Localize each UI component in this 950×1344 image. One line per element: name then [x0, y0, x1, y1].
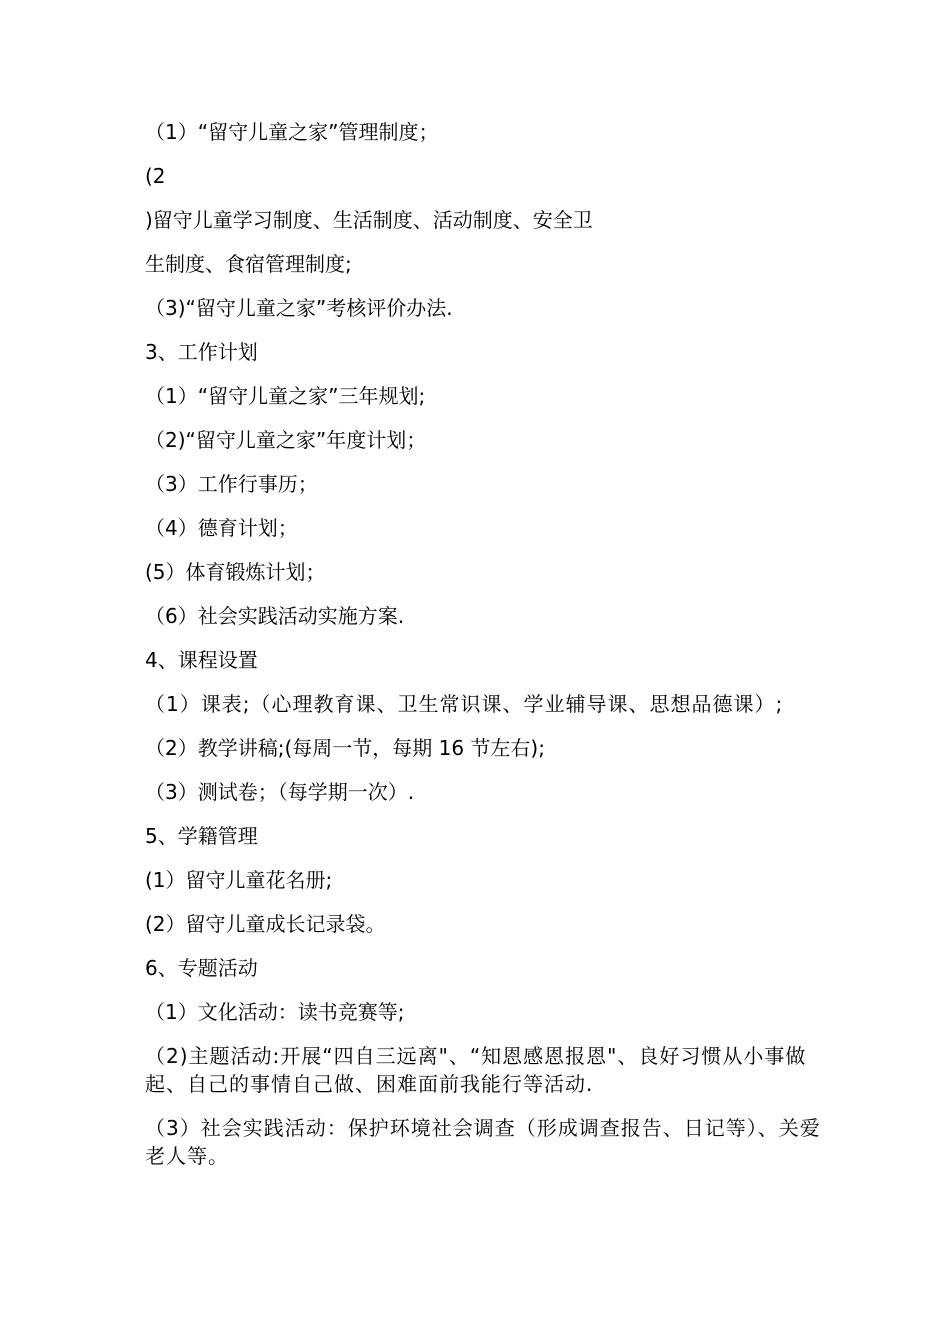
- paragraph-line: 生制度、食宿管理制度;: [145, 252, 352, 276]
- paragraph-line: （4）德育计划；: [145, 516, 298, 540]
- paragraph-line: （3）工作行事历；: [145, 472, 318, 496]
- section-heading: 6、专题活动: [145, 956, 258, 980]
- paragraph-line: （1）课表;（心理教育课、卫生常识课、学业辅导课、思想品德课）;: [145, 692, 784, 716]
- paragraph-line: (5）体育锻炼计划；: [145, 560, 326, 584]
- paragraph-line: (1）留守儿童花名册;: [145, 868, 333, 892]
- paragraph-line: （3）社会实践活动：保护环境社会调查（形成调查报告、日记等）、关爱老人等。: [145, 1116, 821, 1168]
- paragraph-line: （3)“留守儿童之家”考核评价办法.: [145, 296, 453, 320]
- section-heading: 4、课程设置: [145, 648, 258, 672]
- paragraph-line: （2）教学讲稿;(每周一节，每期 16 节左右);: [145, 736, 545, 760]
- section-heading: 5、学籍管理: [145, 824, 258, 848]
- paragraph-line: （3）测试卷；（每学期一次）.: [145, 780, 415, 804]
- document-body: [145, 118, 825, 1170]
- paragraph-line: （1）“留守儿童之家”管理制度；: [145, 120, 439, 144]
- paragraph-line: （1）“留守儿童之家”三年规划;: [145, 384, 426, 408]
- paragraph-line: (2）留守儿童成长记录袋。: [145, 912, 386, 936]
- paragraph-line: （2)主题活动:开展“四自三远离"、“知恩感恩报恩"、良好习惯从小事做起、自己的事情自己做、困难面前我能行等活动.: [145, 1044, 807, 1096]
- paragraph-line: （6）社会实践活动实施方案.: [145, 604, 405, 628]
- paragraph-line: )留守儿童学习制度、生活制度、活动制度、安全卫: [145, 208, 593, 232]
- section-heading: 3、工作计划: [145, 340, 258, 364]
- paragraph-line: （2)“留守儿童之家”年度计划；: [145, 428, 427, 452]
- paragraph-line: （1）文化活动：读书竞赛等;: [145, 1000, 405, 1024]
- paragraph-line: (2: [145, 164, 166, 188]
